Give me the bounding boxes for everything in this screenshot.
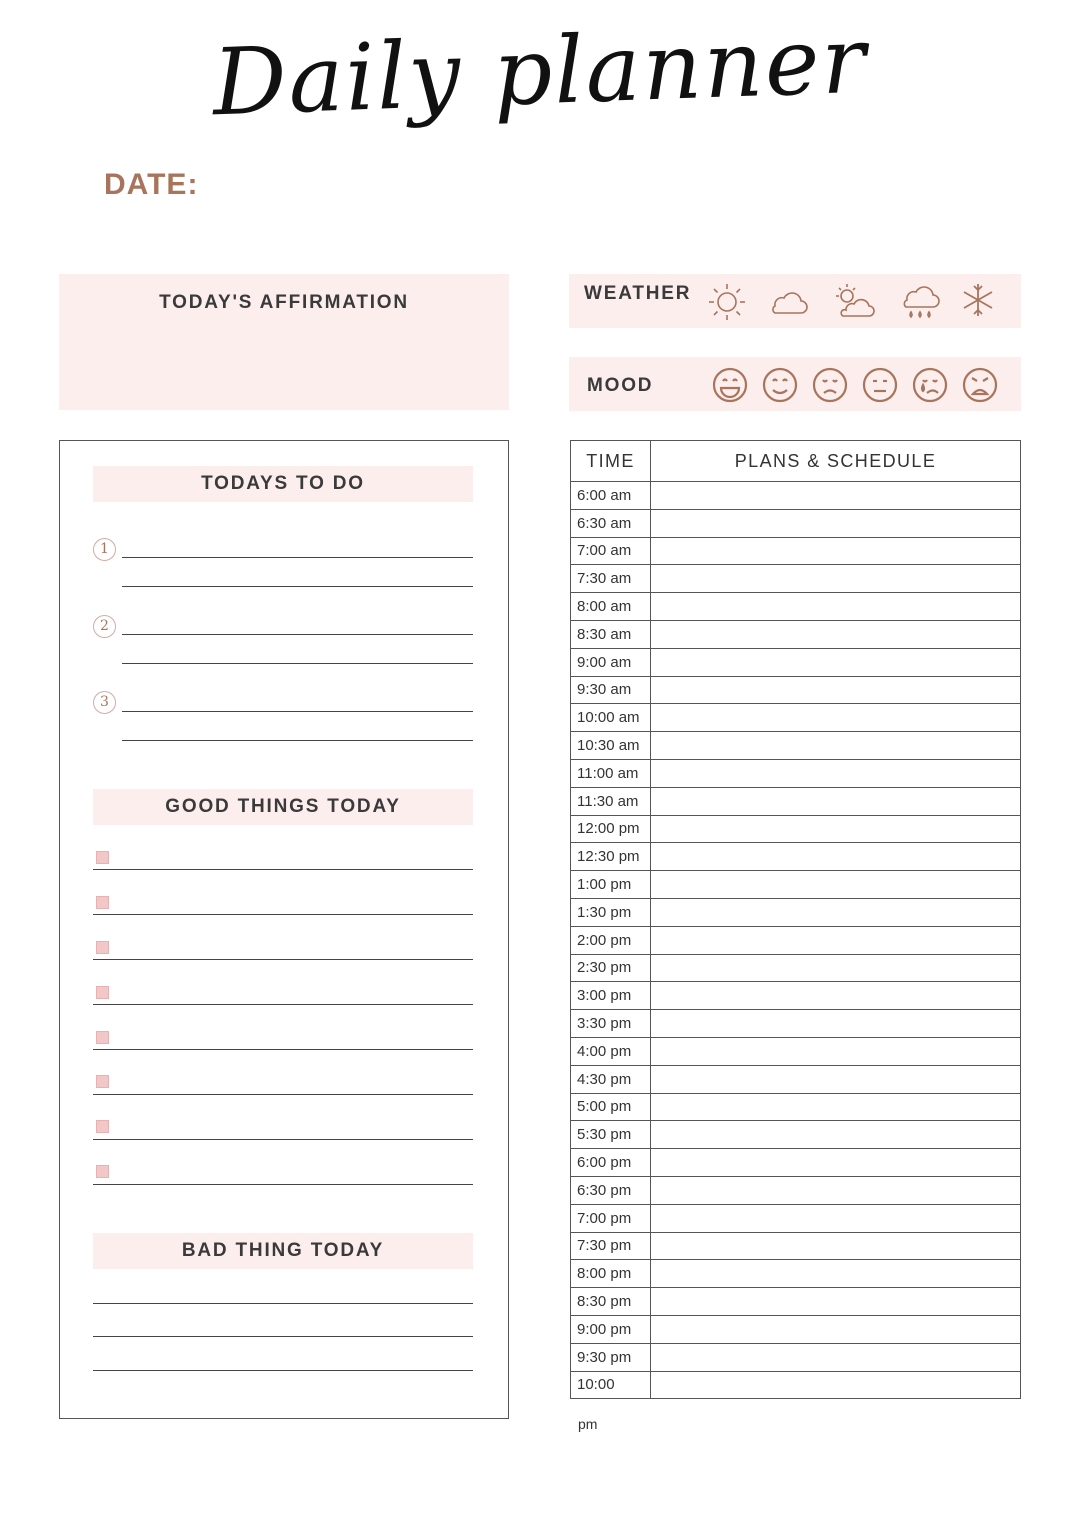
time-cell: 7:30 am — [571, 565, 651, 593]
time-cell: 1:30 pm — [571, 898, 651, 926]
left-panel — [59, 440, 509, 1419]
plan-cell[interactable] — [651, 1065, 1021, 1093]
weather-box — [569, 274, 1021, 328]
schedule-row — [571, 1371, 1021, 1399]
time-cell: 12:00 pm — [571, 815, 651, 843]
schedule-table — [570, 440, 1021, 1399]
plan-cell[interactable] — [651, 982, 1021, 1010]
plan-cell[interactable] — [651, 1260, 1021, 1288]
schedule-row — [571, 1093, 1021, 1121]
time-cell: 3:00 pm — [571, 982, 651, 1010]
affirmation-box[interactable] — [59, 274, 509, 410]
schedule-row — [571, 982, 1021, 1010]
sun-icon[interactable] — [706, 281, 748, 323]
schedule-row — [571, 537, 1021, 565]
good-thing-checkbox[interactable] — [96, 851, 109, 864]
schedule-row — [571, 926, 1021, 954]
rain-icon[interactable] — [899, 281, 941, 323]
plan-cell[interactable] — [651, 1176, 1021, 1204]
schedule-row — [571, 732, 1021, 760]
bad-thing-line[interactable] — [93, 1336, 473, 1337]
time-cell: 2:00 pm — [571, 926, 651, 954]
time-cell: 7:00 pm — [571, 1204, 651, 1232]
time-cell: 9:00 am — [571, 648, 651, 676]
good-thing-checkbox[interactable] — [96, 1120, 109, 1133]
plan-cell[interactable] — [651, 787, 1021, 815]
weather-label: WEATHER — [584, 283, 692, 304]
time-cell: 12:30 pm — [571, 843, 651, 871]
time-cell: 9:30 pm — [571, 1343, 651, 1371]
plan-cell[interactable] — [651, 704, 1021, 732]
laughing-face-icon[interactable] — [709, 364, 751, 406]
schedule-row — [571, 1315, 1021, 1343]
snowflake-icon[interactable] — [957, 279, 999, 321]
todo-heading: TODAYS TO DO — [93, 466, 473, 502]
time-cell: 4:30 pm — [571, 1065, 651, 1093]
time-cell: 8:00 pm — [571, 1260, 651, 1288]
time-cell: 5:30 pm — [571, 1121, 651, 1149]
affirmation-label: TODAY'S AFFIRMATION — [159, 292, 409, 313]
todo-number: 2 — [93, 615, 116, 638]
plan-cell[interactable] — [651, 926, 1021, 954]
plan-cell[interactable] — [651, 648, 1021, 676]
schedule-row — [571, 1121, 1021, 1149]
plan-cell[interactable] — [651, 537, 1021, 565]
schedule-body — [571, 482, 1021, 1399]
todo-line[interactable] — [122, 711, 473, 712]
schedule-row — [571, 898, 1021, 926]
plan-cell[interactable] — [651, 898, 1021, 926]
crying-face-icon[interactable] — [909, 364, 951, 406]
time-cell: 4:00 pm — [571, 1037, 651, 1065]
schedule-row — [571, 787, 1021, 815]
plan-cell[interactable] — [651, 1315, 1021, 1343]
schedule-row — [571, 1260, 1021, 1288]
schedule-row — [571, 704, 1021, 732]
time-cell: 9:30 am — [571, 676, 651, 704]
schedule-row — [571, 1065, 1021, 1093]
todo-line[interactable] — [122, 586, 473, 587]
schedule-row — [571, 1010, 1021, 1038]
time-cell: 11:30 am — [571, 787, 651, 815]
time-cell: 5:00 pm — [571, 1093, 651, 1121]
schedule-row — [571, 1176, 1021, 1204]
todo-line[interactable] — [122, 663, 473, 664]
time-cell: 8:30 pm — [571, 1288, 651, 1316]
bad-thing-line[interactable] — [93, 1303, 473, 1304]
time-cell: 6:30 am — [571, 509, 651, 537]
plan-cell[interactable] — [651, 759, 1021, 787]
plan-cell[interactable] — [651, 620, 1021, 648]
schedule-row — [571, 509, 1021, 537]
angry-face-icon[interactable] — [959, 364, 1001, 406]
schedule-row — [571, 593, 1021, 621]
plan-cell[interactable] — [651, 509, 1021, 537]
time-cell: 1:00 pm — [571, 871, 651, 899]
plans-header: PLANS & SCHEDULE — [651, 441, 1021, 482]
time-cell: 9:00 pm — [571, 1315, 651, 1343]
time-cell: 10:30 am — [571, 732, 651, 760]
good-thing-line[interactable] — [93, 869, 473, 870]
todo-number: 3 — [93, 691, 116, 714]
good-thing-line[interactable] — [93, 1184, 473, 1185]
good-things-heading: GOOD THINGS TODAY — [93, 789, 473, 825]
schedule-row — [571, 759, 1021, 787]
plan-cell[interactable] — [651, 954, 1021, 982]
good-thing-checkbox[interactable] — [96, 941, 109, 954]
schedule-row — [571, 843, 1021, 871]
partly-cloudy-icon[interactable] — [833, 281, 875, 323]
good-thing-line[interactable] — [93, 1094, 473, 1095]
mood-box — [569, 357, 1021, 411]
bad-thing-heading: BAD THING TODAY — [93, 1233, 473, 1269]
good-thing-checkbox[interactable] — [96, 1165, 109, 1178]
schedule-row — [571, 1204, 1021, 1232]
plan-cell[interactable] — [651, 1149, 1021, 1177]
plan-cell[interactable] — [651, 843, 1021, 871]
neutral-face-icon[interactable] — [859, 364, 901, 406]
schedule-row — [571, 815, 1021, 843]
time-cell: 6:00 am — [571, 482, 651, 510]
schedule-row — [571, 1232, 1021, 1260]
sad-face-icon[interactable] — [809, 364, 851, 406]
schedule-row — [571, 871, 1021, 899]
schedule-row — [571, 954, 1021, 982]
mood-label: MOOD — [587, 375, 654, 396]
good-thing-line[interactable] — [93, 1049, 473, 1050]
plan-cell[interactable] — [651, 676, 1021, 704]
time-cell: 11:00 am — [571, 759, 651, 787]
schedule-row — [571, 676, 1021, 704]
plan-cell[interactable] — [651, 1010, 1021, 1038]
plan-cell[interactable] — [651, 1121, 1021, 1149]
last-time-suffix: pm — [578, 1416, 598, 1432]
time-cell: 7:30 pm — [571, 1232, 651, 1260]
schedule-row — [571, 1343, 1021, 1371]
plan-cell[interactable] — [651, 1371, 1021, 1399]
good-thing-line[interactable] — [93, 959, 473, 960]
time-cell: 10:00 — [571, 1371, 651, 1399]
cloud-icon[interactable] — [767, 281, 809, 323]
bad-thing-line[interactable] — [93, 1370, 473, 1371]
good-thing-checkbox[interactable] — [96, 1075, 109, 1088]
plan-cell[interactable] — [651, 565, 1021, 593]
todo-line[interactable] — [122, 634, 473, 635]
todo-line[interactable] — [122, 557, 473, 558]
schedule-row — [571, 620, 1021, 648]
schedule-row — [571, 1037, 1021, 1065]
plan-cell[interactable] — [651, 815, 1021, 843]
todo-number: 1 — [93, 538, 116, 561]
good-thing-line[interactable] — [93, 1004, 473, 1005]
time-cell: 2:30 pm — [571, 954, 651, 982]
time-cell: 6:00 pm — [571, 1149, 651, 1177]
good-thing-checkbox[interactable] — [96, 1031, 109, 1044]
todo-line[interactable] — [122, 740, 473, 741]
good-thing-checkbox[interactable] — [96, 986, 109, 999]
schedule-row — [571, 482, 1021, 510]
page-title: Daily planner — [210, 6, 870, 137]
plan-cell[interactable] — [651, 482, 1021, 510]
schedule-row — [571, 1288, 1021, 1316]
plan-cell[interactable] — [651, 1232, 1021, 1260]
plan-cell[interactable] — [651, 1288, 1021, 1316]
good-thing-line[interactable] — [93, 914, 473, 915]
date-label: DATE: — [104, 168, 199, 201]
plan-cell[interactable] — [651, 871, 1021, 899]
schedule-row — [571, 648, 1021, 676]
time-cell: 7:00 am — [571, 537, 651, 565]
good-thing-line[interactable] — [93, 1139, 473, 1140]
schedule-row — [571, 1149, 1021, 1177]
time-cell: 6:30 pm — [571, 1176, 651, 1204]
schedule-row — [571, 565, 1021, 593]
plan-cell[interactable] — [651, 1204, 1021, 1232]
plan-cell[interactable] — [651, 1093, 1021, 1121]
plan-cell[interactable] — [651, 1343, 1021, 1371]
time-cell: 8:30 am — [571, 620, 651, 648]
smiling-face-icon[interactable] — [759, 364, 801, 406]
time-cell: 10:00 am — [571, 704, 651, 732]
time-cell: 3:30 pm — [571, 1010, 651, 1038]
good-thing-checkbox[interactable] — [96, 896, 109, 909]
time-cell: 8:00 am — [571, 593, 651, 621]
plan-cell[interactable] — [651, 1037, 1021, 1065]
plan-cell[interactable] — [651, 732, 1021, 760]
time-header: TIME — [571, 441, 651, 482]
plan-cell[interactable] — [651, 593, 1021, 621]
